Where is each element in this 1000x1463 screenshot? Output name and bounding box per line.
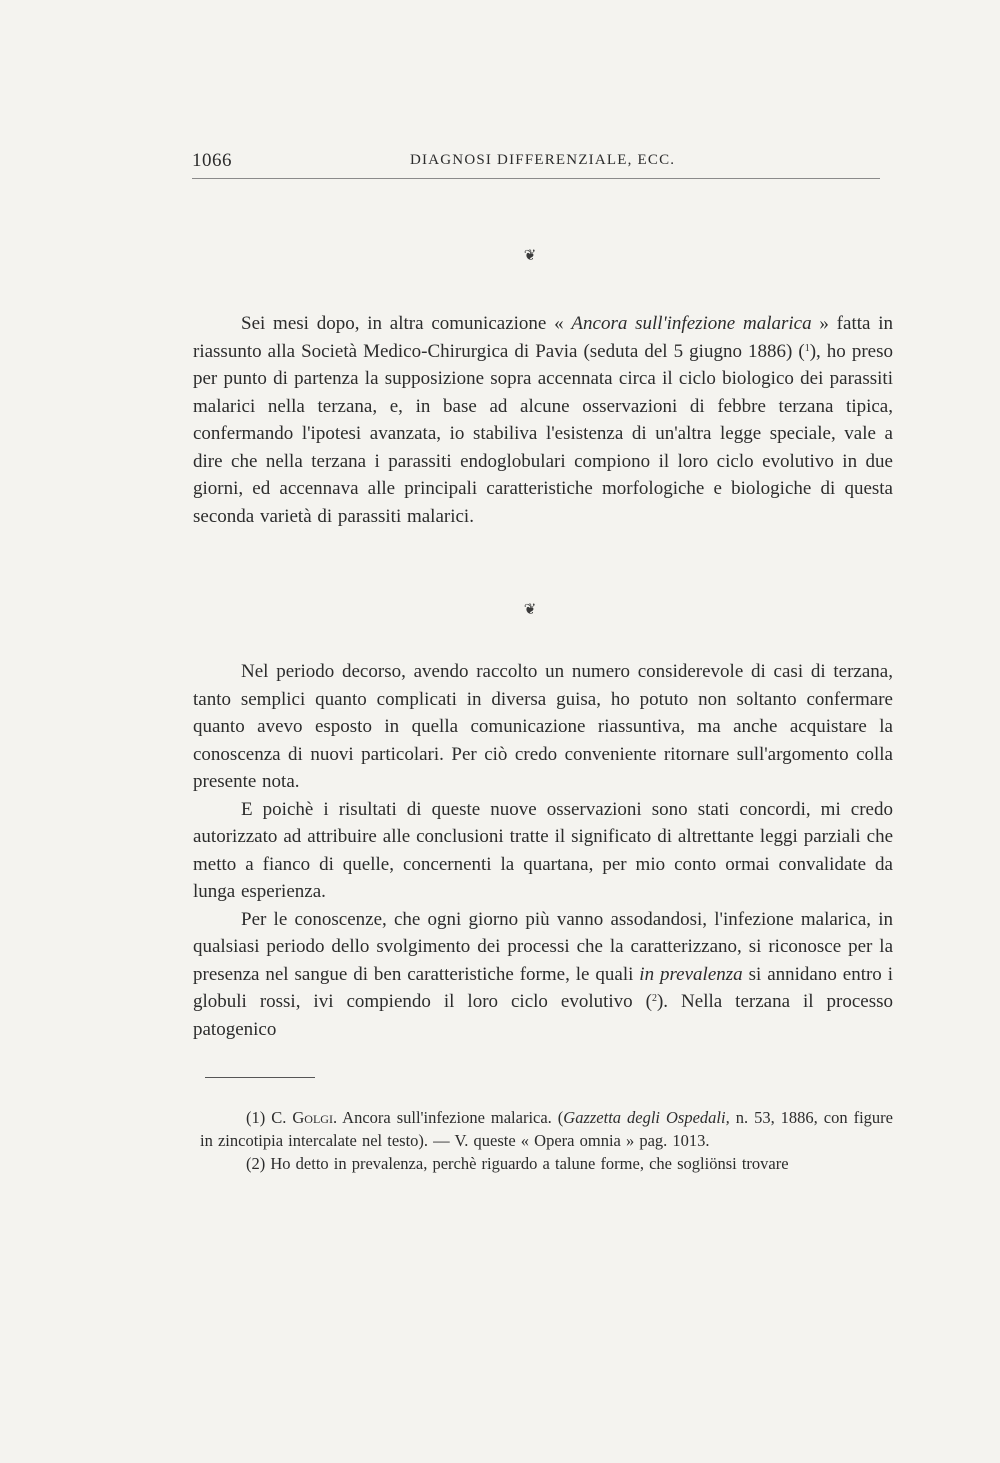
- text-run: » fatta in riassunto alla Società Medico-Chirurgica di Pavia (seduta del 5 giugno 1886) (: [193, 313, 893, 362]
- footnote-separator: [205, 1077, 315, 1078]
- paragraph: [193, 906, 893, 1044]
- text-run: Per le conoscenze, che ogni giorno più vanno assodandosi, l'infezione malarica, in qualsiasi periodo dello svolgimento dei processi che la caratterizzano, si riconosce per la presenza nel sangue di ben caratteristiche forme, le quali: [193, 908, 893, 985]
- footnote-ref: 1: [804, 342, 810, 354]
- footnote-author: C. Golgi.: [271, 1108, 338, 1127]
- text-run: Ho detto in prevalenza, perchè riguardo a talune forme, che sogliönsi trovare: [270, 1154, 789, 1173]
- running-head: [192, 148, 880, 179]
- text-run: si annidano entro i globuli rossi, ivi compiendo il loro ciclo evolutivo (: [193, 963, 893, 1012]
- paragraph: E poichè i risultati di queste nuove osservazioni sono stati concordi, mi credo autorizzato ad attribuire alle conclusioni tratte il significato di altrettante leggi parziali che metto a fianco di quelle, concernenti la quartana, per mio conto ormai convalidate da lunga esperienza.: [193, 798, 893, 902]
- section-second: [193, 658, 893, 1043]
- page-number: 1066: [192, 150, 232, 171]
- paragraph: Nel periodo decorso, avendo raccolto un numero considerevole di casi di terzana, tanto semplici quanto complicati in diversa guisa, ho potuto non soltanto confermare quanto avevo esposto in quella comunicazione riassuntiva, ma anche acquistare la conoscenza di nuovi particolari. Per ciò credo conveniente ritornare sull'argomento colla presente nota.: [193, 661, 893, 792]
- emphasis: in prevalenza: [639, 963, 743, 985]
- text-run: ). Nella terzana il processo patogenico: [193, 991, 893, 1040]
- text-run: n. 53, 1886, con figure in zincotipia intercalate nel testo). — V. queste « Opera omnia » pag. 1013.: [200, 1108, 893, 1150]
- footnote-ref: 2: [651, 993, 657, 1004]
- fleuron-ornament-icon: ❦: [523, 248, 537, 264]
- cited-title: Ancora sull'infezione malarica: [571, 313, 812, 334]
- journal-title: Gazzetta degli Ospedali,: [563, 1108, 730, 1127]
- paragraph: [193, 310, 893, 530]
- footnote: [200, 1152, 893, 1175]
- fleuron-ornament-icon: ❦: [523, 602, 537, 618]
- text-run: ), ho preso per punto di partenza la supposizione sopra accennata circa il ciclo biologico dei parassiti malarici nella terzana, e, in base ad alcune osservazioni di febbre terzana tipica, confermando l'ipotesi avanzata, io stabiliva l'esistenza di un'altra legge speciale, vale a dire che nella terzana i parassiti endoglobulari compiono il loro ciclo evolutivo in due giorni, ed accennava alle principali caratteristiche morfologiche e biologiche di questa seconda varietà di parassiti malarici.: [193, 340, 894, 527]
- footnote-marker: (2): [246, 1154, 266, 1173]
- header-title: DIAGNOSI DIFFERENZIALE, ECC.: [410, 152, 676, 168]
- footnote-marker: (1): [246, 1108, 266, 1127]
- footnotes: [200, 1106, 893, 1175]
- text-run: Sei mesi dopo, in altra comunicazione «: [241, 313, 564, 334]
- section-first: [193, 310, 893, 530]
- text-run: Ancora sull'infezione malarica. (: [342, 1108, 564, 1127]
- footnote: [200, 1106, 893, 1152]
